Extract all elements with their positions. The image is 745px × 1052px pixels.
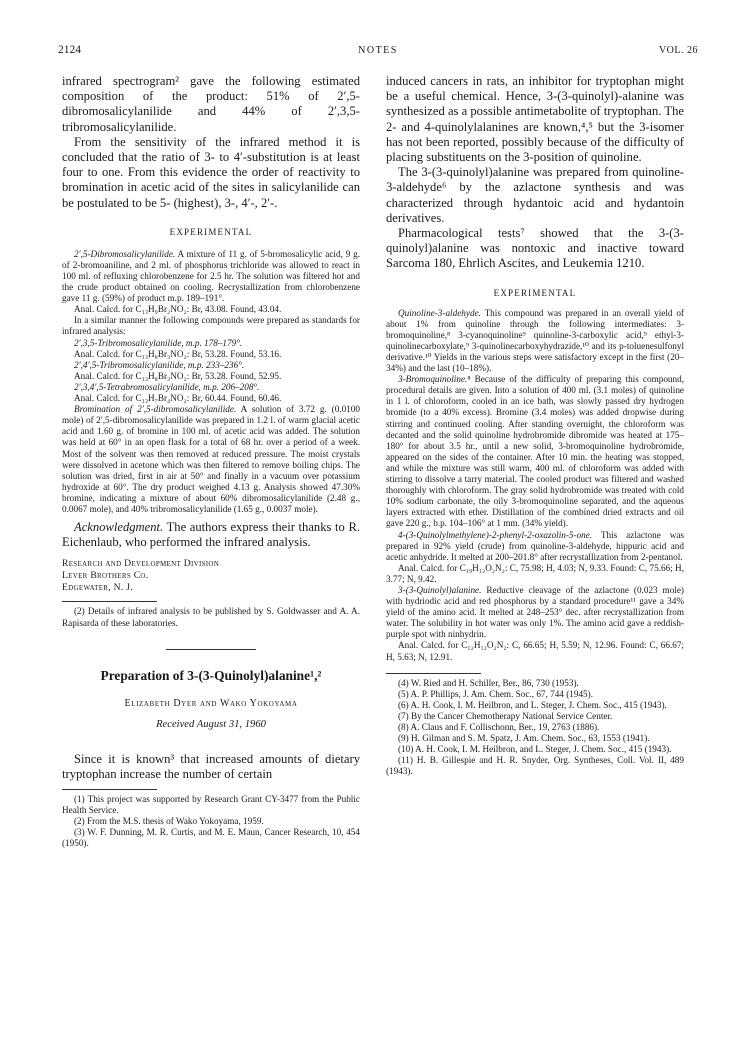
footnote: (3) W. F. Dunning, M. R. Curtis, and M. E. Maun, Cancer Research, 10, 454 (1950). bbox=[62, 827, 360, 849]
footnote-rule bbox=[386, 673, 481, 674]
footnote: (4) W. Ried and H. Schiller, Ber., 86, 730 (1953). bbox=[398, 677, 579, 688]
footnote-rule bbox=[62, 601, 157, 602]
experimental-paragraph: Bromination of 2′,5-dibromosalicylanilide. A solution of 3.72 g. (0.0100 mole) of 2′,5-dibromosalicylanilide was prepared in 1.2 l. of warm glacial acetic acid and 1.60 g. of bromine in 100 ml. of acetic acid was added. The solution was held at 60° in an open flask for a total of 68 hr. over a period of a week. Most of the solvent was then removed at reduced pressure. The moist crystals were dissolved in acetone which was then filtered to remove boiling chips. The solution was dried, first in air at 50° and finally in a vacuum over potassium hydroxide at 60°. The dry product weighed 4.13 g. Analysis showed 47.30% bromine, indicating a mixture of about 60% dibromosalicylanilide (2.48 g., 0.0067 mole), and 40% tribromosalicylanilide (1.65 g., 0.0037 mole). bbox=[62, 404, 360, 514]
analysis-line: Anal. Calcd. for C₁₃H₈Br₃NO₂: Br, 53.28. Found, 52.95. bbox=[74, 370, 282, 381]
acknowledgment: Acknowledgment. The authors express their thanks to R. Eichenlaub, who performed the infrared analysis. bbox=[62, 520, 360, 550]
footnote: (5) A. P. Phillips, J. Am. Chem. Soc., 67, 744 (1945). bbox=[398, 688, 593, 699]
body-paragraph: induced cancers in rats, an inhibitor for tryptophan might be a useful chemical. Hence, 3-(3-quinolyl)-alanine was synthesized as a possible antimetabolite of tryptophan. The 2- and 4-quinolylalanines are known,⁴,⁵ but the 3-isomer has not been reported, possibly because of the difficulty of placing substituents on the 3-position of quinoline. bbox=[386, 74, 684, 165]
compound-line: 2′,4′,5-Tribromosalicylanilide, m.p. 233–236°. bbox=[74, 359, 245, 370]
article-authors: Elizabeth Dyer and Wako Yokoyama bbox=[124, 697, 298, 709]
experimental-paragraph: 4-(3-Quinolylmethylene)-2-phenyl-2-oxazolin-5-one. This azlactone was prepared in 92% yield (crude) from quinoline-3-aldehyde, hippuric acid and acetic anhydride. It melted at 200–201.8° after recrystallization from 2-pentanol. bbox=[386, 529, 684, 562]
analysis-line: Anal. Calcd. for C₁₉H₁₂O₂N₂: C, 75.98; H, 4.03; N, 9.33. Found: C, 75.66; H, 3.77; N, 9.42. bbox=[386, 562, 684, 584]
experimental-paragraph: 3-(3-Quinolyl)alanine. Reductive cleavage of the azlactone (0.023 mole) with hydriodic acid and red phosphorus by a standard procedure¹¹ gave a 34% yield of the amino acid. It melted at 248–253° dec. after recrystallization from water. The solubility in hot water was only 1%. The amino acid gave a reddish-purple spot with ninhydrin. bbox=[386, 584, 684, 640]
compound-line: 2′,3,4′,5-Tetrabromosalicylanilide, m.p. 206–208°. bbox=[74, 381, 260, 392]
volume-label: VOL. 26 bbox=[658, 45, 698, 56]
left-column bbox=[62, 74, 360, 850]
analysis-line: Anal. Calcd. for C₁₃H₇Br₄NO₂: Br, 60.44. Found, 60.46. bbox=[74, 393, 282, 404]
section-label: NOTES bbox=[358, 45, 398, 56]
compound-name: Quinoline-3-aldehyde. bbox=[398, 307, 481, 318]
experimental-paragraph: 3-Bromoquinoline.⁸ Because of the difficulty of preparing this compound, procedural details are given. Into a solution of 400 ml. (3.1 moles) of quinoline in 1 l. of chloroform, cooled in an ice bath, was slowly passed dry hydrogen bromide (to a 40% excess). Bromine (3.4 moles) was added dropwise during stirring and continued cooling. After standing overnight, the chloroform was decanted and the solid quinoline hydrobromide dibromide was heated at 175–180° for about 3.5 hr., until a new solid, 3-bromoquinoline hydrobromide, appeared on the sides of the container. After 10 min. the heating was stopped, and while the mixture was still warm, 400 ml. of chloroform was added with stirring to dissolve a tarry material. The cooled product was filtered and washed thoroughly with chloroform. The gray solid hydrobromide was treated with cold 10% sodium carbonate, the oily 3-bromoquinoline separated, and the aqueous layers extracted with ether. Distillation of the combined dried extracts and oil gave 220 g., b.p. 104–106° at 1 mm. (34% yield). bbox=[386, 374, 684, 529]
body-paragraph: infrared spectrogram² gave the following estimated composition of the product: 51% of 2′,5-dibromosalicylanilide and 44% of 2′,3,5-tribromosalicylanilide. bbox=[62, 74, 360, 134]
footnote: (7) By the Cancer Chemotherapy National Service Center. bbox=[398, 710, 613, 721]
experimental-paragraph: Quinoline-3-aldehyde. This compound was prepared in an overall yield of about 1% from quinoline through the following intermediates: 3-bromoquinoline,⁸ 3-cyanoquinoline⁹ quinoline-3-carboxylic acid,⁹ ethyl-3-quinolinecarboxylate,⁹ 3-quinolinecarboxyhydrazide,¹⁰ and its p-toluenesulfonyl derivative.¹⁰ Yields in the various steps were satisfactory except in the first (20–34%) and the last (10–18%). bbox=[386, 307, 684, 374]
affiliation: Research and Development Division Lever Brothers Co. Edgewater, N. J. bbox=[62, 558, 220, 594]
received-date: Received August 31, 1960 bbox=[156, 718, 266, 730]
section-heading: EXPERIMENTAL bbox=[169, 226, 253, 237]
footnote: (2) From the M.S. thesis of Wako Yokoyama, 1959. bbox=[74, 816, 264, 827]
article-separator bbox=[166, 649, 256, 650]
right-column bbox=[386, 74, 684, 777]
analysis-line: Anal. Calcd. for C₁₃H₈Br₃NO₂: Br, 53.28. Found, 53.16. bbox=[74, 348, 282, 359]
page-number: 2124 bbox=[58, 44, 81, 56]
running-header bbox=[58, 44, 698, 60]
footnote: (2) Details of infrared analysis to be published by S. Goldwasser and A. A. Rapisarda of these laboratories. bbox=[62, 606, 360, 628]
footnote: (9) H. Gilman and S. M. Spatz, J. Am. Chem. Soc., 63, 1553 (1941). bbox=[398, 733, 650, 744]
experimental-paragraph: 2′,5-Dibromosalicylanilide. A mixture of 11 g. of 5-bromosalicylic acid, 9 g. of 2-bromoaniline, and 2 ml. of phosphorus trichloride was allowed to react in 100 ml. of refluxing chlorobenzene for 2.5 hr. The solution was filtered hot and the crude product obtained on cooling. Recrystallization from chlorobenzene gave 11 g. (59%) of product m.p. 189–191°. bbox=[62, 248, 360, 304]
article-title: Preparation of 3-(3-Quinolyl)alanine¹,² bbox=[100, 667, 322, 683]
body-paragraph: The 3-(3-quinolyl)alanine was prepared from quinoline-3-aldehyde⁶ by the azlactone synthesis and was characterized through hydantoic acid and hydantoin derivatives. bbox=[386, 165, 684, 225]
experimental-paragraph: In a similar manner the following compounds were prepared as standards for infrared analysis: bbox=[62, 315, 360, 337]
analysis-line: Anal. Calcd. for C₁₂H₁₂O₂N₂: C, 66.65; H, 5.59; N, 12.96. Found: C, 66.67; H, 5.63; N, 12.91. bbox=[386, 640, 684, 662]
footnote: (8) A. Claus and F. Collischonn, Ber., 19, 2763 (1886). bbox=[398, 722, 600, 733]
footnote: (1) This project was supported by Research Grant CY-3477 from the Public Health Service. bbox=[62, 794, 360, 816]
footnote-rule bbox=[62, 789, 157, 790]
compound-line: 2′,3,5-Tribromosalicylanilide, m.p. 178–179°. bbox=[74, 337, 243, 348]
footnote: (11) H. B. Gillespie and H. R. Snyder, Org. Syntheses, Coll. Vol. II, 489 (1943). bbox=[386, 755, 684, 777]
compound-name: 2′,5-Dibromosalicylanilide. bbox=[74, 248, 176, 259]
body-paragraph: From the sensitivity of the infrared method it is concluded that the ratio of 3- to 4′-substitution is at least four to one. From this evidence the order of reactivity to bromination in acetic acid of the sites in salicylanilide can be postulated to be 5- (highest), 3-, 4′-, 2′-. bbox=[62, 134, 360, 210]
compound-name: Bromination of 2′,5-dibromosalicylanilide. bbox=[74, 404, 237, 415]
compound-name: 3-Bromoquinoline. bbox=[398, 374, 468, 385]
section-heading: EXPERIMENTAL bbox=[493, 287, 577, 298]
body-paragraph: Since it is known³ that increased amounts of dietary tryptophan increase the number of certain bbox=[62, 751, 360, 781]
compound-name: 3-(3-Quinolyl)alanine. bbox=[398, 584, 482, 595]
compound-name: 4-(3-Quinolylmethylene)-2-phenyl-2-oxazolin-5-one. bbox=[398, 529, 593, 540]
footnote: (6) A. H. Cook, I. M. Heilbron, and L. Steger, J. Chem. Soc., 415 (1943). bbox=[398, 699, 667, 710]
analysis-line: Anal. Calcd. for C₁₃H₉Br₂NO₂: Br, 43.08. Found, 43.04. bbox=[74, 304, 282, 315]
body-paragraph: Pharmacological tests⁷ showed that the 3-(3-quinolyl)alanine was nontoxic and inactive toward Sarcoma 180, Ehrlich Ascites, and Leukemia 1210. bbox=[386, 226, 684, 271]
footnote: (10) A. H. Cook, I. M. Heilbron, and L. Steger, J. Chem. Soc., 415 (1943). bbox=[398, 744, 672, 755]
